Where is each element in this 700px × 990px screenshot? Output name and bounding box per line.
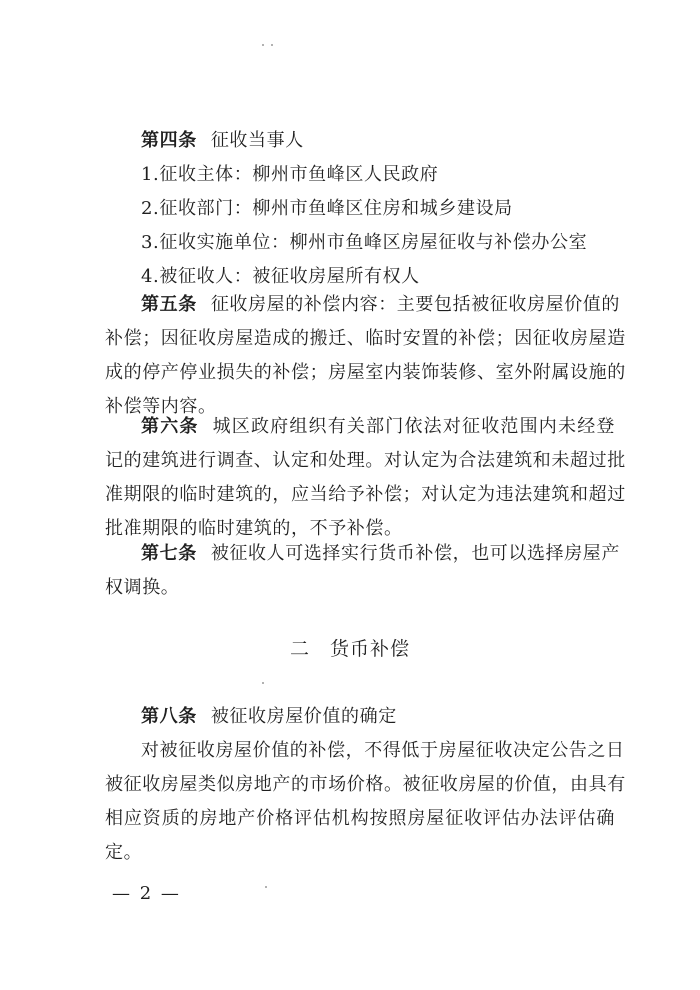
article-5-line: 补偿等内容。 bbox=[105, 396, 217, 417]
article-4-item: 3.征收实施单位：柳州市鱼峰区房屋征收与补偿办公室 bbox=[141, 232, 588, 253]
article-5-line: 第五条 征收房屋的补偿内容：主要包括被征收房屋价值的 bbox=[141, 294, 621, 315]
scan-speck bbox=[265, 886, 267, 888]
article-4-item: 4.被征收人：被征收房屋所有权人 bbox=[141, 266, 420, 287]
article-5 bbox=[105, 288, 626, 424]
article-4-title: 征收当事人 bbox=[210, 130, 304, 151]
article-7 bbox=[105, 537, 621, 605]
article-6-line: 第六条 城区政府组织有关部门依法对征收范围内未经登 bbox=[141, 416, 615, 437]
article-7-line: 权调换。 bbox=[105, 577, 180, 598]
page-number: — 2 — bbox=[112, 883, 181, 904]
section-title: 二 货币补偿 bbox=[289, 638, 410, 660]
article-8-line: 被征收房屋类似房地产的市场价格。被征收房屋的价值，由具有 bbox=[105, 774, 626, 795]
article-8-title: 被征收房屋价值的确定 bbox=[210, 706, 397, 727]
article-8-head: 第八条 bbox=[141, 706, 197, 727]
article-4-item: 2.征收部门：柳州市鱼峰区住房和城乡建设局 bbox=[141, 198, 513, 219]
article-6-line: 准期限的临时建筑的，应当给予补偿；对认定为违法建筑和超过 bbox=[105, 484, 626, 505]
article-5-line: 补偿；因征收房屋造成的搬迁、临时安置的补偿；因征收房屋造 bbox=[105, 328, 626, 349]
article-8-line: 对被征收房屋价值的补偿，不得低于房屋征收决定公告之日 bbox=[141, 740, 625, 761]
article-4-head: 第四条 bbox=[141, 130, 197, 151]
article-4-item: 1.征收主体：柳州市鱼峰区人民政府 bbox=[141, 164, 439, 185]
scan-speck bbox=[262, 682, 264, 684]
article-8-line: 定。 bbox=[105, 842, 143, 863]
article-7-line: 第七条 被征收人可选择实行货币补偿，也可以选择房屋产 bbox=[141, 543, 621, 564]
article-4 bbox=[105, 124, 615, 294]
article-5-head: 第五条 bbox=[141, 294, 197, 315]
article-6-line: 记的建筑进行调查、认定和处理。对认定为合法建筑和未超过批 bbox=[105, 450, 626, 471]
article-6-line: 批准期限的临时建筑的，不予补偿。 bbox=[105, 518, 403, 539]
scan-speck bbox=[262, 44, 264, 46]
article-8-line: 相应资质的房地产价格评估机构按照房屋征收评估办法评估确 bbox=[105, 808, 615, 829]
article-8 bbox=[105, 700, 626, 870]
article-8-heading bbox=[105, 700, 615, 734]
article-4-heading bbox=[105, 124, 615, 158]
article-6-head: 第六条 bbox=[141, 416, 199, 437]
article-6 bbox=[105, 410, 626, 546]
article-5-line: 成的停产停业损失的补偿；房屋室内装饰装修、室外附属设施的 bbox=[105, 362, 626, 383]
scan-speck bbox=[271, 44, 273, 46]
article-7-head: 第七条 bbox=[141, 543, 197, 564]
